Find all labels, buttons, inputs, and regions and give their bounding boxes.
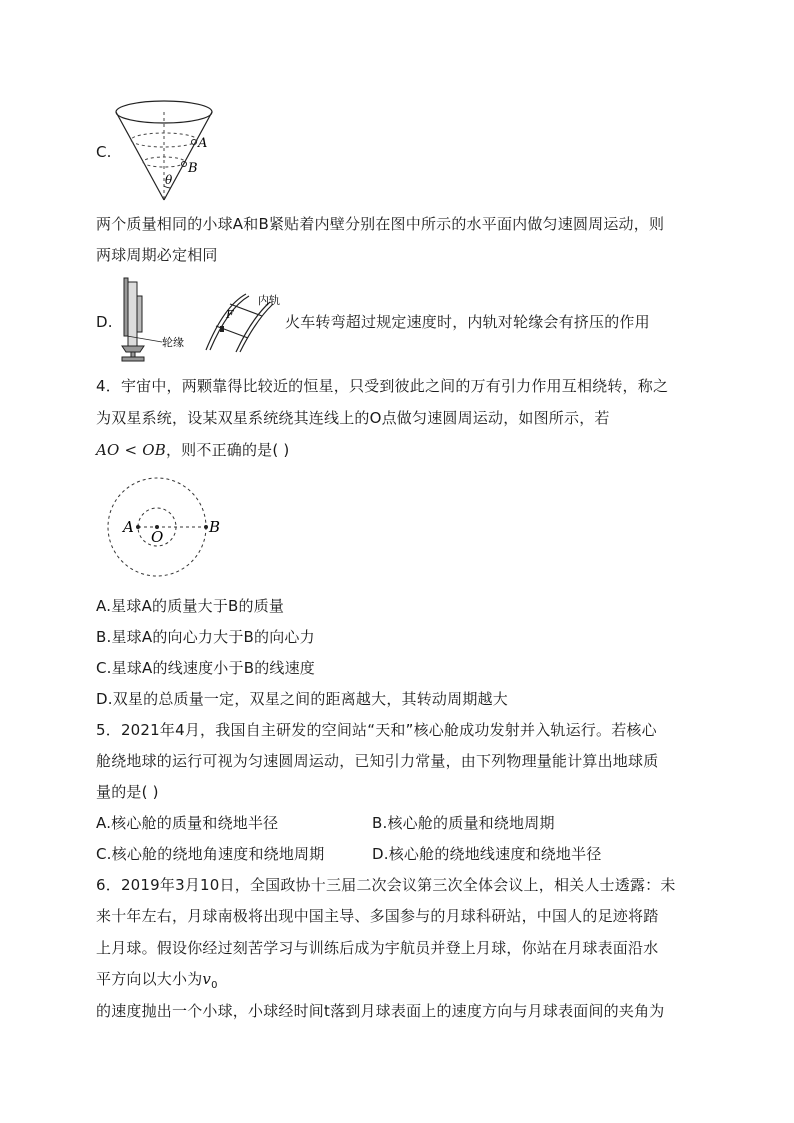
inner-rail-label: 内轨 <box>258 294 280 307</box>
q6-line2: 来十年左右，月球南极将出现中国主导、多国参与的月球科研站，中国人的足迹将踏 <box>96 907 659 925</box>
q4-condition-math: AO < OB <box>96 441 166 459</box>
label-star-b: B <box>209 518 221 536</box>
wheel-hub <box>137 296 142 332</box>
rail-web <box>131 352 135 357</box>
q4-line2: 为双星系统，设某双星系统绕其连线上的O点做匀速圆周运动，如图所示，若 <box>96 409 610 427</box>
wheel-flange-figure <box>118 274 198 364</box>
q4-line1: 4．宇宙中，两颗靠得比较近的恒星，只受到彼此之间的万有引力作用互相绕转，称之 <box>96 377 669 395</box>
q4-line3-text: ，则不正确的是( ) <box>165 441 290 459</box>
label-a: A <box>198 136 208 151</box>
flange-label: 轮缘 <box>162 336 184 349</box>
cone-left-side <box>116 112 164 200</box>
rail-base <box>122 357 144 361</box>
star-a <box>136 525 140 529</box>
q6-v0-subscript: 0 <box>211 980 218 991</box>
rail-head <box>122 346 144 352</box>
q5-line1: 5．2021年4月，我国自主研发的空间站“天和”核心舱成功发射并入轨运行。若核心 <box>96 721 657 739</box>
inner-rail-1 <box>236 302 270 352</box>
q6-line1: 6．2019年3月10日，全国政协十三届二次会议第三次全体会议上，相关人士透露：未 <box>96 876 676 894</box>
q6-line5: 的速度抛出一个小球，小球经时间t落到月球表面上的速度方向与月球表面间的夹角为 <box>96 1002 665 1020</box>
binary-star-figure <box>104 476 224 580</box>
q5-line3: 量的是( ) <box>96 783 159 801</box>
option-c-label: C. <box>96 143 112 161</box>
q6-v0-symbol: v <box>202 970 212 988</box>
q6-line4 <box>96 969 218 996</box>
label-theta: θ <box>165 173 173 187</box>
q6-line4-text: 平方向以大小为 <box>96 970 203 988</box>
q4-option-d: D.双星的总质量一定，双星之间的距离越大，其转动周期越大 <box>96 690 508 708</box>
option-c-text-line1: 两个质量相同的小球A和B紧贴着内壁分别在图中所示的水平面内做匀速圆周运动，则 <box>96 215 665 233</box>
q4-line3 <box>96 440 289 460</box>
label-b: B <box>188 161 198 176</box>
q5-option-c: C.核心舱的绕地角速度和绕地周期 <box>96 845 325 863</box>
wheel-flange <box>124 278 128 336</box>
q5-option-a: A.核心舱的质量和绕地半径 <box>96 814 279 832</box>
q5-line2: 舱绕地球的运行可视为匀速圆周运动，已知引力常量，由下列物理量能计算出地球质 <box>96 752 659 770</box>
label-star-a: A <box>123 518 134 536</box>
option-c-text-line2: 两球周期必定相同 <box>96 246 218 264</box>
q4-option-a: A.星球A的质量大于B的质量 <box>96 597 285 615</box>
q5-option-b: B.核心舱的质量和绕地周期 <box>372 814 555 832</box>
q4-option-b: B.星球A的向心力大于B的向心力 <box>96 628 315 646</box>
option-d-label: D. <box>96 313 113 331</box>
star-b <box>204 525 208 529</box>
q5-option-d: D.核心舱的绕地线速度和绕地半径 <box>372 845 602 863</box>
curve-track-figure <box>198 292 288 354</box>
option-d-text: 火车转弯超过规定速度时，内轨对轮缘会有挤压的作用 <box>285 313 650 331</box>
label-center-o: O <box>151 528 164 546</box>
outer-rail-2 <box>210 296 249 350</box>
q6-line3: 上月球。假设你经过刻苦学习与训练后成为宇航员并登上月球，你站在月球表面沿水 <box>96 939 659 957</box>
q4-option-c: C.星球A的线速度小于B的线速度 <box>96 659 315 677</box>
inner-rail-2 <box>240 304 273 352</box>
flange-marker <box>220 326 224 332</box>
force-label: F <box>226 308 234 321</box>
cone-figure <box>110 92 220 210</box>
